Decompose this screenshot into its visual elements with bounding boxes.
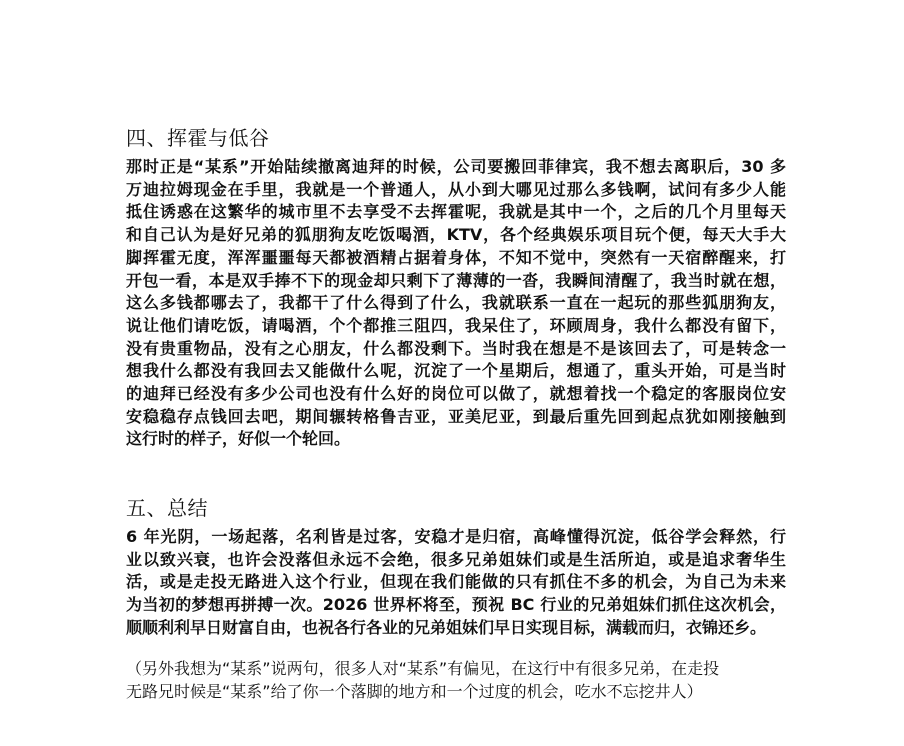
- paragraph-line: 想我什么都没有我回去又能做什么呢，沉淀了一个星期后，想通了，重头开始，可是当时: [126, 361, 786, 381]
- paragraph-line: 脚挥霍无度，浑浑噩噩每天都被酒精占据着身体，不知不觉中，突然有一天宿醉醒来，打: [126, 247, 786, 267]
- section-4-paragraph: [126, 156, 786, 451]
- section-4-heading: 四、挥霍与低谷: [126, 126, 270, 150]
- paragraph-line: 没有贵重物品，没有之心朋友，什么都没剩下。当时我在想是不是该回去了，可是转念一: [126, 338, 786, 358]
- section-5-paragraph: [126, 526, 786, 640]
- paragraph-line: 开包一看，本是双手捧不下的现金却只剩下了薄薄的一沓，我瞬间清醒了，我当时就在想，: [126, 270, 786, 290]
- closing-note: [126, 658, 766, 703]
- paragraph-line: 的迪拜已经没有多少公司也没有什么好的岗位可以做了，就想着找一个稳定的客服岗位安: [126, 384, 786, 404]
- section-5-heading: 五、总结: [126, 496, 208, 520]
- paragraph-line: 抵住诱惑在这繁华的城市里不去享受不去挥霍呢，我就是其中一个，之后的几个月里每天: [126, 202, 786, 222]
- paragraph-line: 活，或是走投无路进入这个行业，但现在我们能做的只有抓住不多的机会，为自己为未来: [126, 572, 786, 592]
- paragraph-line: 那时正是“某系”开始陆续撤离迪拜的时候，公司要搬回菲律宾，我不想去离职后，30 多: [126, 157, 786, 176]
- paragraph-line: 顺顺利利早日财富自由，也祝各行各业的兄弟姐妹们早日实现目标，满载而归，衣锦还乡。: [126, 617, 767, 637]
- paragraph-line: 为当初的梦想再拼搏一次。2026 世界杯将至，预祝 BC 行业的兄弟姐妹们抓住这次机会，: [126, 595, 786, 615]
- note-line: 无路兄时候是“某系”给了你一个落脚的地方和一个过度的机会，吃水不忘挖井人）: [126, 681, 703, 701]
- paragraph-line: 这么多钱都哪去了，我都干了什么得到了什么，我就联系一直在一起玩的那些狐朋狗友，: [126, 293, 786, 313]
- paragraph-line: 说让他们请吃饭，请喝酒，个个都推三阻四，我呆住了，环顾周身，我什么都没有留下，: [126, 315, 786, 335]
- paragraph-line: 万迪拉姆现金在手里，我就是一个普通人，从小到大哪见过那么多钱啊，试问有多少人能: [126, 179, 786, 199]
- paragraph-line: 6 年光阴，一场起落，名利皆是过客，安稳才是归宿，高峰懂得沉淀，低谷学会释然，行: [126, 527, 786, 546]
- paragraph-line: 这行时的样子，好似一个轮回。: [126, 429, 351, 449]
- paragraph-line: 业以致兴衰，也许会没落但永远不会绝，很多兄弟姐妹们或是生活所迫，或是追求奢华生: [126, 549, 786, 569]
- paragraph-line: 和自己认为是好兄弟的狐朋狗友吃饭喝酒，KTV，各个经典娱乐项目玩个便，每天大手大: [126, 225, 786, 245]
- note-line: （另外我想为“某系”说两句，很多人对“某系”有偏见，在这行中有很多兄弟，在走投: [126, 659, 720, 678]
- paragraph-line: 安稳稳存点钱回去吧，期间辗转格鲁吉亚，亚美尼亚，到最后重先回到起点犹如刚接触到: [126, 406, 786, 426]
